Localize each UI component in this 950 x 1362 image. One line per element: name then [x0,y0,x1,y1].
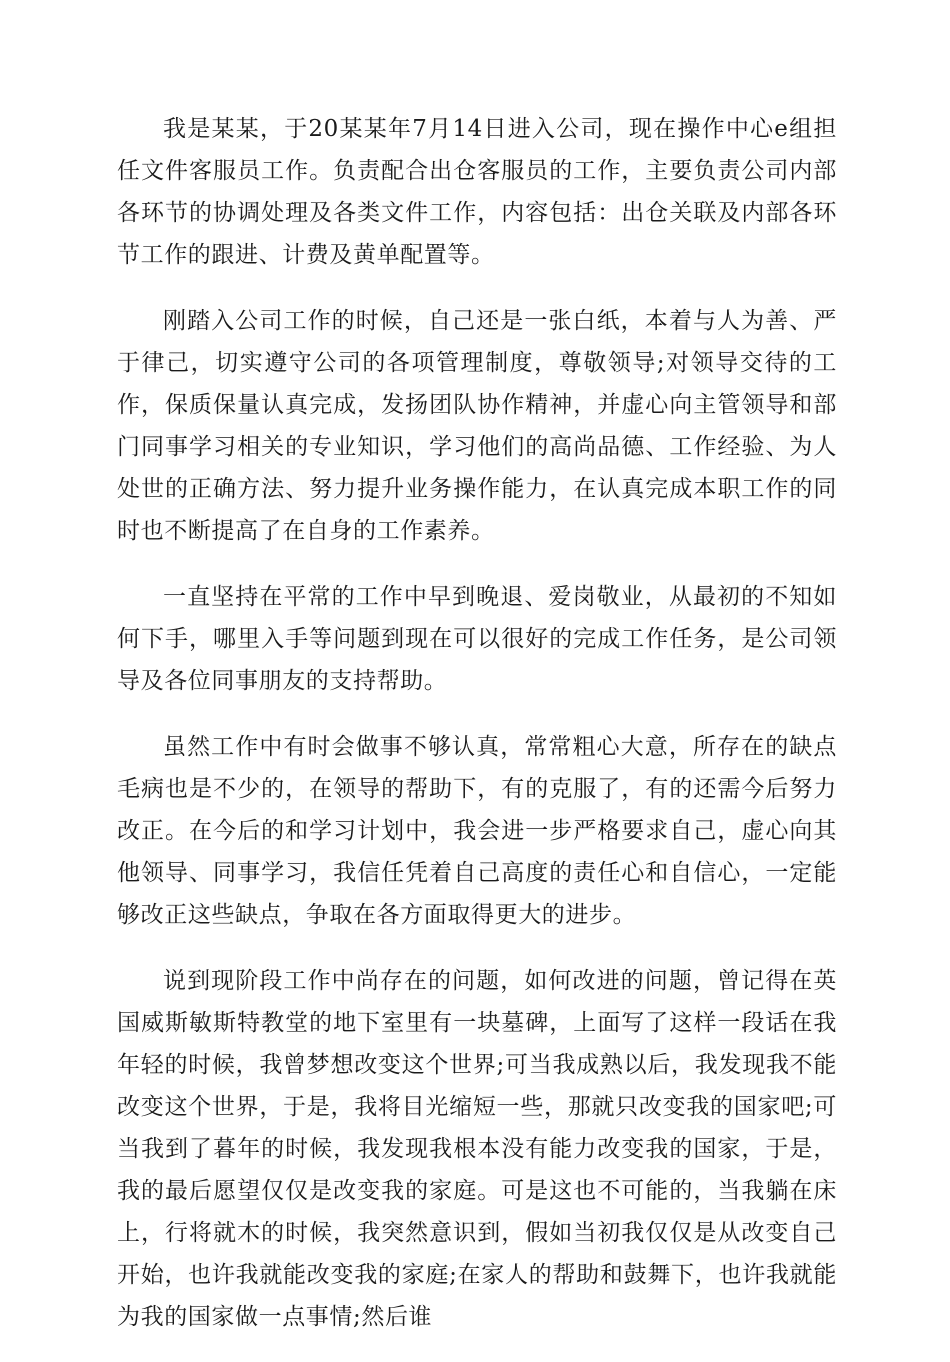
paragraph: 说到现阶段工作中尚存在的问题，如何改进的问题，曾记得在英国威斯敏斯特教堂的地下室里有一块墓碑，上面写了这样一段话在我年轻的时候，我曾梦想改变这个世界;可当我成熟以后，我发现我不能改变这个世界，于是，我将目光缩短一些，那就只改变我的国家吧;可当我到了暮年的时候，我发现我根本没有能力改变我的国家，于是，我的最后愿望仅仅是改变我的家庭。可是这也不可能的，当我躺在床上，行将就木的时候，我突然意识到，假如当初我仅仅是从改变自己开始，也许我就能改变我的家庭;在家人的帮助和鼓舞下，也许我就能为我的国家做一点事情;然后谁 [117,968,837,1330]
document-body [117,108,837,1362]
paragraph: 我是某某，于20某某年7月14日进入公司，现在操作中心e组担任文件客服员工作。负责配合出仓客服员的工作，主要负责公司内部各环节的协调处理及各类文件工作，内容包括：出仓关联及内部各环节工作的跟进、计费及黄单配置等。 [117,116,837,268]
paragraph: 虽然工作中有时会做事不够认真，常常粗心大意，所存在的缺点毛病也是不少的，在领导的帮助下，有的克服了，有的还需今后努力改正。在今后的和学习计划中，我会进一步严格要求自己，虚心向其他领导、同事学习，我信任凭着自己高度的责任心和自信心，一定能够改正这些缺点，争取在各方面取得更大的进步。 [117,734,837,928]
paragraph: 一直坚持在平常的工作中早到晚退、爱岗敬业，从最初的不知如何下手，哪里入手等问题到现在可以很好的完成工作任务，是公司领导及各位同事朋友的支持帮助。 [117,584,837,694]
paragraph: 刚踏入公司工作的时候，自己还是一张白纸，本着与人为善、严于律己，切实遵守公司的各项管理制度，尊敬领导;对领导交待的工作，保质保量认真完成，发扬团队协作精神，并虚心向主管领导和部门同事学习相关的专业知识，学习他们的高尚品德、工作经验、为人处世的正确方法、努力提升业务操作能力，在认真完成本职工作的同时也不断提高了在自身的工作素养。 [117,308,837,544]
